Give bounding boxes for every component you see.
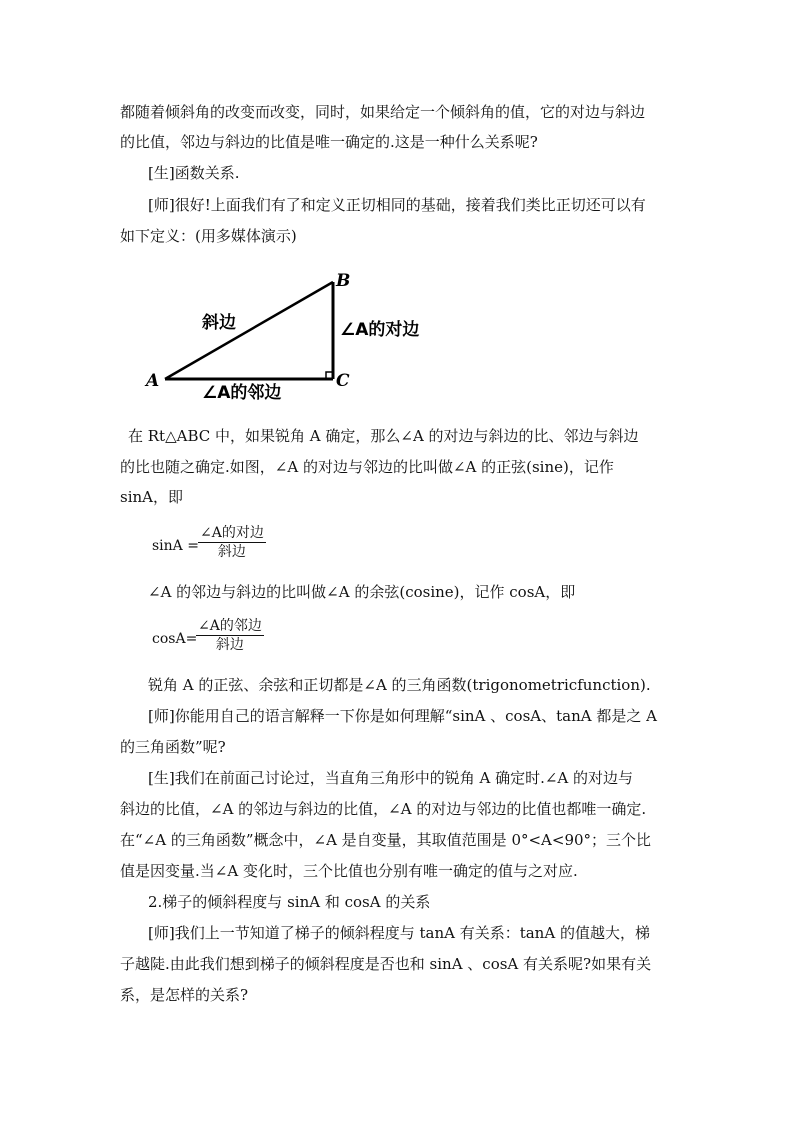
hypotenuse-label: 斜边 [202,313,236,333]
cosine-denominator: 斜边 [215,637,244,653]
opposite-side-label: ∠A的对边 [340,320,420,340]
triangle-shape [165,282,333,379]
cosine-numerator: ∠A的邻边 [198,618,262,634]
text-line: 锐角 A 的正弦、余弦和正切都是∠A 的三角函数(trigonometricfunction). [148,676,651,694]
vertex-c-label: C [336,371,350,391]
text-line: 的比也随之确定.如图，∠A 的对边与邻边的比叫做∠A 的正弦(sine)，记作 [120,458,614,476]
text-line: 系，是怎样的关系? [120,986,249,1004]
cosine-formula [152,617,292,657]
text-line: 斜边的比值，∠A 的邻边与斜边的比值，∠A 的对边与邻边的比值也都唯一确定. [120,800,647,818]
right-triangle-figure [140,262,450,402]
text-line: [师]很好!上面我们有了和定义正切相同的基础，接着我们类比正切还可以有 [148,196,646,214]
text-line: [生]函数关系. [148,164,240,182]
adjacent-side-label: ∠A的邻边 [202,383,282,402]
text-line: 都随着倾斜角的改变而改变，同时，如果给定一个倾斜角的值，它的对边与斜边 [120,103,646,121]
text-line: 的三角函数”呢? [120,738,226,756]
text-line: 值是因变量.当∠A 变化时，三个比值也分别有唯一确定的值与之对应. [120,862,578,880]
text-line: [生]我们在前面己讨论过，当直角三角形中的锐角 A 确定时.∠A 的对边与 [148,769,634,787]
text-line: 如下定义：(用多媒体演示) [120,227,297,245]
cosine-lhs: cosA= [152,631,198,647]
text-line: [师]你能用自己的语言解释一下你是如何理解“sinA 、cosA、tanA 都是之 A [148,707,657,725]
text-line: 的比值，邻边与斜边的比值是唯一确定的.这是一种什么关系呢? [120,133,538,151]
text-line: 子越陡.由此我们想到梯子的倾斜程度是否也和 sinA 、cosA 有关系呢?如果有关 [120,955,652,973]
sine-fraction [198,524,266,561]
vertex-a-label: A [146,371,160,391]
sine-formula [152,524,292,564]
sine-lhs: sinA = [152,538,199,554]
text-line: 在 Rt△ABC 中，如果锐角 A 确定，那么∠A 的对边与斜边的比、邻边与斜边 [128,427,639,445]
text-line: [师]我们上一节知道了梯子的倾斜程度与 tanA 有关系：tanA 的值越大，梯 [148,924,650,942]
vertex-b-label: B [336,271,351,291]
text-line: 在“∠A 的三角函数”概念中，∠A 是自变量，其取值范围是 0°<A<90°；三个比 [120,831,652,849]
cosine-fraction [196,617,264,654]
text-line: ∠A 的邻边与斜边的比叫做∠A 的余弦(cosine)，记作 cosA，即 [148,583,576,601]
sine-denominator: 斜边 [217,544,246,560]
section-heading: 2.梯子的倾斜程度与 sinA 和 cosA 的关系 [148,893,431,911]
sine-numerator: ∠A的对边 [200,525,264,541]
text-line: sinA，即 [120,488,183,506]
